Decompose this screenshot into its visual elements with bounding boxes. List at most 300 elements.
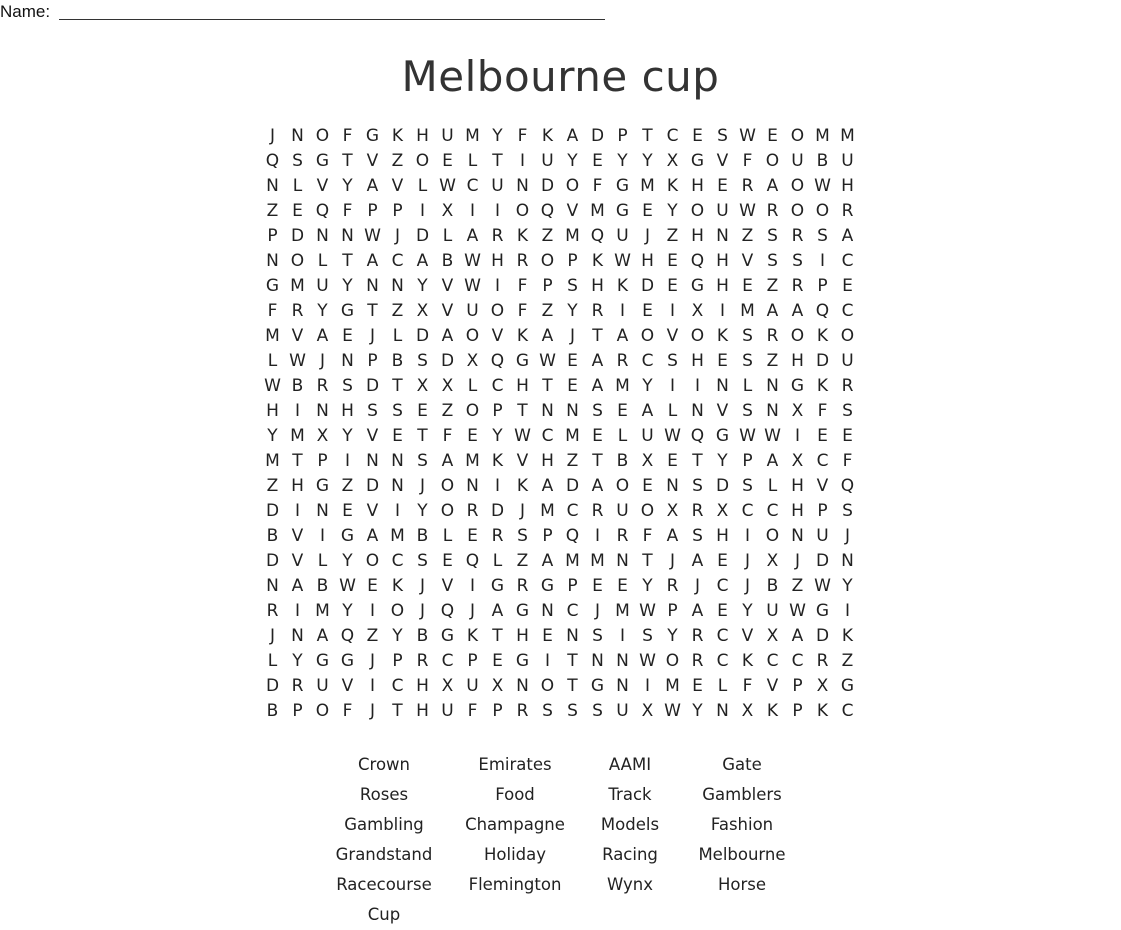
grid-letter: R — [841, 201, 854, 221]
grid-letter: E — [492, 651, 503, 671]
grid-letter: P — [817, 276, 828, 296]
grid-letter: J — [469, 601, 475, 621]
grid-letter: R — [316, 376, 329, 396]
grid-letter: P — [317, 451, 328, 471]
grid-letter: Y — [342, 426, 353, 446]
letter-grid — [260, 124, 860, 724]
grid-letter: V — [316, 176, 329, 196]
grid-letter: G — [265, 276, 280, 296]
grid-letter: M — [465, 126, 480, 146]
grid-letter: V — [741, 251, 754, 271]
grid-letter: C — [441, 651, 454, 671]
grid-letter: I — [419, 201, 425, 221]
grid-letter: R — [416, 651, 429, 671]
word-list-item: AAMI — [608, 755, 652, 774]
grid-letter: S — [717, 126, 728, 146]
grid-letter: I — [544, 651, 550, 671]
grid-letter: B — [266, 701, 279, 721]
grid-letter: S — [692, 476, 703, 496]
grid-letter: J — [694, 576, 700, 596]
grid-letter: M — [590, 551, 605, 571]
grid-letter: B — [416, 526, 429, 546]
grid-letter: L — [467, 151, 478, 171]
grid-letter: W — [439, 176, 456, 196]
grid-letter: H — [541, 451, 554, 471]
grid-letter: E — [342, 501, 353, 521]
grid-letter: F — [517, 276, 528, 296]
word-list-item: Gamblers — [702, 785, 782, 804]
name-field — [0, 2, 605, 22]
grid-letter: W — [814, 576, 831, 596]
grid-letter: Y — [667, 201, 678, 221]
grid-letter: Z — [541, 226, 554, 246]
grid-letter: G — [490, 576, 505, 596]
grid-letter: D — [815, 351, 830, 371]
grid-letter: H — [516, 376, 529, 396]
grid-letter: W — [464, 276, 481, 296]
grid-letter: A — [541, 476, 554, 496]
grid-letter: Y — [342, 601, 353, 621]
grid-letter: S — [642, 626, 653, 646]
grid-letter: V — [366, 426, 379, 446]
grid-letter: Z — [366, 626, 379, 646]
grid-letter: R — [791, 226, 804, 246]
grid-letter: H — [516, 626, 529, 646]
grid-letter: U — [841, 351, 854, 371]
grid-letter: P — [392, 651, 403, 671]
grid-letter: Y — [742, 601, 753, 621]
grid-letter: M — [290, 276, 305, 296]
grid-letter: K — [716, 326, 729, 346]
grid-letter: D — [415, 326, 430, 346]
grid-letter: U — [791, 151, 804, 171]
grid-letter: Q — [690, 251, 705, 271]
grid-letter: V — [291, 526, 304, 546]
grid-letter: E — [592, 576, 603, 596]
grid-letter: C — [716, 651, 729, 671]
grid-letter: A — [441, 326, 454, 346]
grid-letter: K — [516, 226, 529, 246]
grid-letter: N — [591, 651, 604, 671]
grid-letter: M — [640, 176, 655, 196]
grid-letter: I — [669, 376, 675, 396]
grid-letter: C — [541, 426, 554, 446]
grid-letter: Y — [392, 626, 403, 646]
grid-letter: A — [416, 251, 429, 271]
grid-letter: F — [267, 301, 278, 321]
grid-letter: X — [741, 701, 754, 721]
grid-letter: O — [465, 326, 480, 346]
grid-letter: G — [590, 676, 605, 696]
grid-letter: T — [567, 676, 578, 696]
grid-letter: E — [717, 601, 728, 621]
grid-letter: U — [316, 676, 329, 696]
grid-letter: H — [266, 401, 279, 421]
grid-letter: O — [490, 301, 505, 321]
grid-letter: X — [491, 676, 504, 696]
grid-letter: T — [567, 651, 578, 671]
grid-letter: N — [541, 401, 554, 421]
grid-letter: G — [315, 651, 330, 671]
name-label: Name: — [0, 2, 55, 21]
grid-letter: X — [441, 201, 454, 221]
grid-letter: O — [465, 401, 480, 421]
grid-letter: Y — [492, 126, 503, 146]
grid-letter: N — [766, 376, 779, 396]
grid-letter: C — [766, 651, 779, 671]
grid-letter: M — [265, 326, 280, 346]
grid-letter: C — [766, 501, 779, 521]
grid-letter: S — [817, 226, 828, 246]
grid-letter: W — [264, 376, 281, 396]
grid-letter: X — [791, 401, 804, 421]
grid-letter: I — [694, 376, 700, 396]
grid-letter: A — [691, 601, 704, 621]
grid-letter: E — [442, 151, 453, 171]
grid-letter: Q — [315, 201, 330, 221]
grid-letter: O — [665, 651, 680, 671]
grid-letter: E — [567, 351, 578, 371]
grid-letter: N — [516, 176, 529, 196]
grid-letter: X — [441, 376, 454, 396]
grid-letter: W — [739, 426, 756, 446]
grid-letter: Y — [342, 551, 353, 571]
grid-letter: L — [617, 426, 628, 446]
grid-letter: Q — [815, 301, 830, 321]
grid-letter: X — [666, 501, 679, 521]
grid-letter: C — [391, 251, 404, 271]
grid-letter: K — [816, 326, 829, 346]
grid-letter: Q — [690, 426, 705, 446]
grid-letter: L — [267, 351, 278, 371]
grid-letter: K — [816, 376, 829, 396]
grid-letter: W — [364, 226, 381, 246]
grid-letter: R — [516, 701, 529, 721]
grid-letter: S — [417, 551, 428, 571]
grid-letter: U — [641, 426, 654, 446]
grid-letter: O — [790, 326, 805, 346]
word-list-item: Cup — [367, 905, 401, 924]
grid-letter: L — [767, 476, 778, 496]
grid-letter: T — [342, 151, 353, 171]
grid-letter: O — [440, 501, 455, 521]
grid-letter: U — [616, 226, 629, 246]
grid-letter: J — [594, 601, 600, 621]
grid-letter: Z — [441, 401, 454, 421]
grid-letter: U — [491, 176, 504, 196]
grid-letter: F — [817, 401, 828, 421]
grid-letter: U — [716, 201, 729, 221]
grid-letter: P — [667, 601, 678, 621]
grid-letter: Z — [741, 226, 754, 246]
grid-letter: N — [266, 176, 279, 196]
grid-letter: D — [640, 276, 655, 296]
grid-letter: N — [566, 626, 579, 646]
grid-letter: P — [792, 676, 803, 696]
grid-letter: K — [766, 701, 779, 721]
grid-letter: B — [316, 576, 329, 596]
grid-letter: S — [742, 326, 753, 346]
grid-letter: P — [567, 251, 578, 271]
grid-letter: T — [642, 551, 653, 571]
grid-letter: M — [740, 301, 755, 321]
grid-letter: Y — [417, 276, 428, 296]
word-list-item: Flemington — [468, 875, 562, 894]
word-list-item: Emirates — [478, 755, 552, 774]
grid-letter: W — [614, 251, 631, 271]
grid-letter: C — [391, 551, 404, 571]
grid-letter: S — [842, 501, 853, 521]
grid-letter: O — [390, 601, 405, 621]
grid-letter: H — [791, 476, 804, 496]
grid-letter: E — [342, 326, 353, 346]
grid-letter: J — [519, 501, 525, 521]
grid-letter: G — [840, 676, 855, 696]
grid-letter: Q — [565, 526, 580, 546]
grid-letter: T — [342, 251, 353, 271]
word-list-item: Fashion — [710, 815, 774, 834]
grid-letter: H — [691, 226, 704, 246]
grid-letter: E — [592, 151, 603, 171]
grid-letter: K — [391, 576, 404, 596]
grid-letter: C — [641, 351, 654, 371]
grid-letter: O — [315, 701, 330, 721]
grid-letter: D — [265, 676, 280, 696]
grid-letter: E — [742, 276, 753, 296]
grid-letter: J — [369, 701, 375, 721]
grid-letter: C — [466, 176, 479, 196]
grid-letter: O — [515, 201, 530, 221]
grid-letter: C — [841, 701, 854, 721]
grid-letter: E — [667, 251, 678, 271]
word-list-item: Horse — [717, 875, 767, 894]
grid-letter: F — [467, 701, 478, 721]
grid-letter: Y — [842, 576, 853, 596]
grid-letter: U — [841, 151, 854, 171]
grid-letter: J — [669, 551, 675, 571]
grid-letter: R — [691, 626, 704, 646]
grid-letter: Q — [490, 351, 505, 371]
grid-letter: I — [644, 676, 650, 696]
grid-letter: I — [519, 151, 525, 171]
grid-letter: C — [391, 676, 404, 696]
grid-letter: S — [692, 526, 703, 546]
grid-letter: I — [494, 476, 500, 496]
grid-letter: M — [840, 126, 855, 146]
grid-letter: E — [667, 451, 678, 471]
grid-letter: T — [392, 376, 403, 396]
grid-letter: S — [367, 401, 378, 421]
grid-letter: E — [442, 551, 453, 571]
grid-letter: V — [741, 626, 754, 646]
page-title: Melbourne cup — [401, 52, 720, 101]
grid-letter: A — [466, 226, 479, 246]
grid-letter: V — [666, 326, 679, 346]
grid-letter: A — [591, 476, 604, 496]
grid-letter: V — [366, 151, 379, 171]
grid-letter: M — [590, 201, 605, 221]
grid-letter: L — [417, 176, 428, 196]
grid-letter: J — [394, 226, 400, 246]
grid-letter: R — [691, 651, 704, 671]
grid-letter: E — [642, 476, 653, 496]
grid-letter: Z — [666, 226, 679, 246]
grid-letter: X — [666, 151, 679, 171]
grid-letter: G — [340, 301, 355, 321]
grid-letter: J — [744, 551, 750, 571]
grid-letter: E — [842, 426, 853, 446]
grid-letter: X — [316, 426, 329, 446]
grid-letter: G — [790, 376, 805, 396]
grid-letter: N — [466, 476, 479, 496]
word-list-item: Holiday — [483, 845, 547, 864]
grid-letter: R — [691, 501, 704, 521]
grid-letter: R — [266, 601, 279, 621]
grid-letter: M — [815, 126, 830, 146]
grid-letter: A — [366, 176, 379, 196]
grid-letter: Y — [567, 151, 578, 171]
grid-letter: E — [592, 426, 603, 446]
grid-letter: Z — [841, 651, 854, 671]
grid-letter: H — [416, 126, 429, 146]
grid-letter: Z — [541, 301, 554, 321]
grid-letter: V — [441, 276, 454, 296]
grid-letter: E — [392, 426, 403, 446]
grid-letter: T — [492, 626, 503, 646]
grid-letter: G — [690, 276, 705, 296]
grid-letter: L — [267, 651, 278, 671]
grid-letter: V — [816, 476, 829, 496]
grid-letter: S — [342, 376, 353, 396]
grid-letter: I — [469, 201, 475, 221]
grid-letter: O — [440, 476, 455, 496]
grid-letter: X — [691, 301, 704, 321]
grid-letter: D — [365, 376, 380, 396]
grid-letter: N — [391, 476, 404, 496]
grid-letter: J — [794, 551, 800, 571]
grid-letter: G — [815, 601, 830, 621]
word-list-item: Roses — [359, 785, 409, 804]
grid-letter: Z — [566, 451, 579, 471]
grid-letter: X — [466, 351, 479, 371]
grid-letter: R — [741, 176, 754, 196]
grid-letter: V — [366, 501, 379, 521]
grid-letter: S — [292, 151, 303, 171]
grid-letter: A — [591, 376, 604, 396]
grid-letter: X — [791, 451, 804, 471]
grid-letter: O — [690, 201, 705, 221]
grid-letter: D — [815, 551, 830, 571]
grid-letter: Q — [340, 626, 355, 646]
grid-letter: E — [367, 576, 378, 596]
grid-letter: N — [616, 676, 629, 696]
grid-letter: N — [266, 251, 279, 271]
grid-letter: T — [517, 401, 528, 421]
grid-letter: V — [441, 576, 454, 596]
grid-letter: R — [616, 351, 629, 371]
grid-letter: M — [315, 601, 330, 621]
grid-letter: L — [492, 551, 503, 571]
grid-letter: N — [691, 401, 704, 421]
grid-letter: C — [566, 501, 579, 521]
grid-letter: E — [717, 551, 728, 571]
grid-letter: H — [841, 176, 854, 196]
grid-letter: I — [669, 301, 675, 321]
grid-letter: U — [616, 501, 629, 521]
grid-letter: H — [716, 526, 729, 546]
grid-letter: D — [365, 476, 380, 496]
grid-letter: S — [792, 251, 803, 271]
grid-letter: X — [416, 376, 429, 396]
grid-letter: O — [415, 151, 430, 171]
grid-letter: N — [841, 551, 854, 571]
grid-letter: S — [667, 351, 678, 371]
grid-letter: M — [465, 451, 480, 471]
grid-letter: D — [265, 551, 280, 571]
grid-letter: R — [516, 576, 529, 596]
grid-letter: Z — [341, 476, 354, 496]
grid-letter: R — [816, 651, 829, 671]
grid-letter: G — [440, 626, 455, 646]
grid-letter: M — [290, 426, 305, 446]
grid-letter: A — [441, 451, 454, 471]
grid-letter: I — [719, 301, 725, 321]
grid-letter: O — [840, 326, 855, 346]
grid-letter: P — [567, 576, 578, 596]
grid-letter: Q — [540, 201, 555, 221]
grid-letter: E — [417, 401, 428, 421]
grid-letter: W — [739, 126, 756, 146]
grid-letter: A — [691, 551, 704, 571]
grid-letter: E — [842, 276, 853, 296]
grid-letter: E — [642, 301, 653, 321]
grid-letter: D — [815, 626, 830, 646]
grid-letter: A — [291, 576, 304, 596]
grid-letter: N — [366, 451, 379, 471]
grid-letter: J — [419, 576, 425, 596]
grid-letter: G — [515, 351, 530, 371]
grid-letter: N — [541, 601, 554, 621]
grid-letter: S — [592, 401, 603, 421]
grid-letter: Y — [642, 151, 653, 171]
grid-letter: R — [516, 251, 529, 271]
grid-letter: A — [316, 326, 329, 346]
grid-letter: W — [639, 601, 656, 621]
grid-letter: A — [566, 126, 579, 146]
grid-letter: X — [641, 451, 654, 471]
grid-letter: W — [789, 601, 806, 621]
grid-letter: I — [394, 501, 400, 521]
grid-letter: D — [540, 176, 555, 196]
grid-letter: N — [716, 226, 729, 246]
grid-letter: L — [292, 176, 303, 196]
grid-letter: V — [341, 676, 354, 696]
grid-letter: F — [642, 526, 653, 546]
grid-letter: M — [265, 451, 280, 471]
grid-letter: M — [540, 501, 555, 521]
grid-letter: U — [441, 701, 454, 721]
grid-letter: A — [316, 626, 329, 646]
grid-letter: N — [766, 401, 779, 421]
grid-letter: W — [814, 176, 831, 196]
grid-letter: L — [317, 551, 328, 571]
grid-letter: X — [766, 551, 779, 571]
grid-letter: D — [265, 501, 280, 521]
grid-letter: X — [641, 701, 654, 721]
grid-letter: V — [716, 401, 729, 421]
grid-letter: Y — [342, 176, 353, 196]
grid-letter: T — [692, 451, 703, 471]
